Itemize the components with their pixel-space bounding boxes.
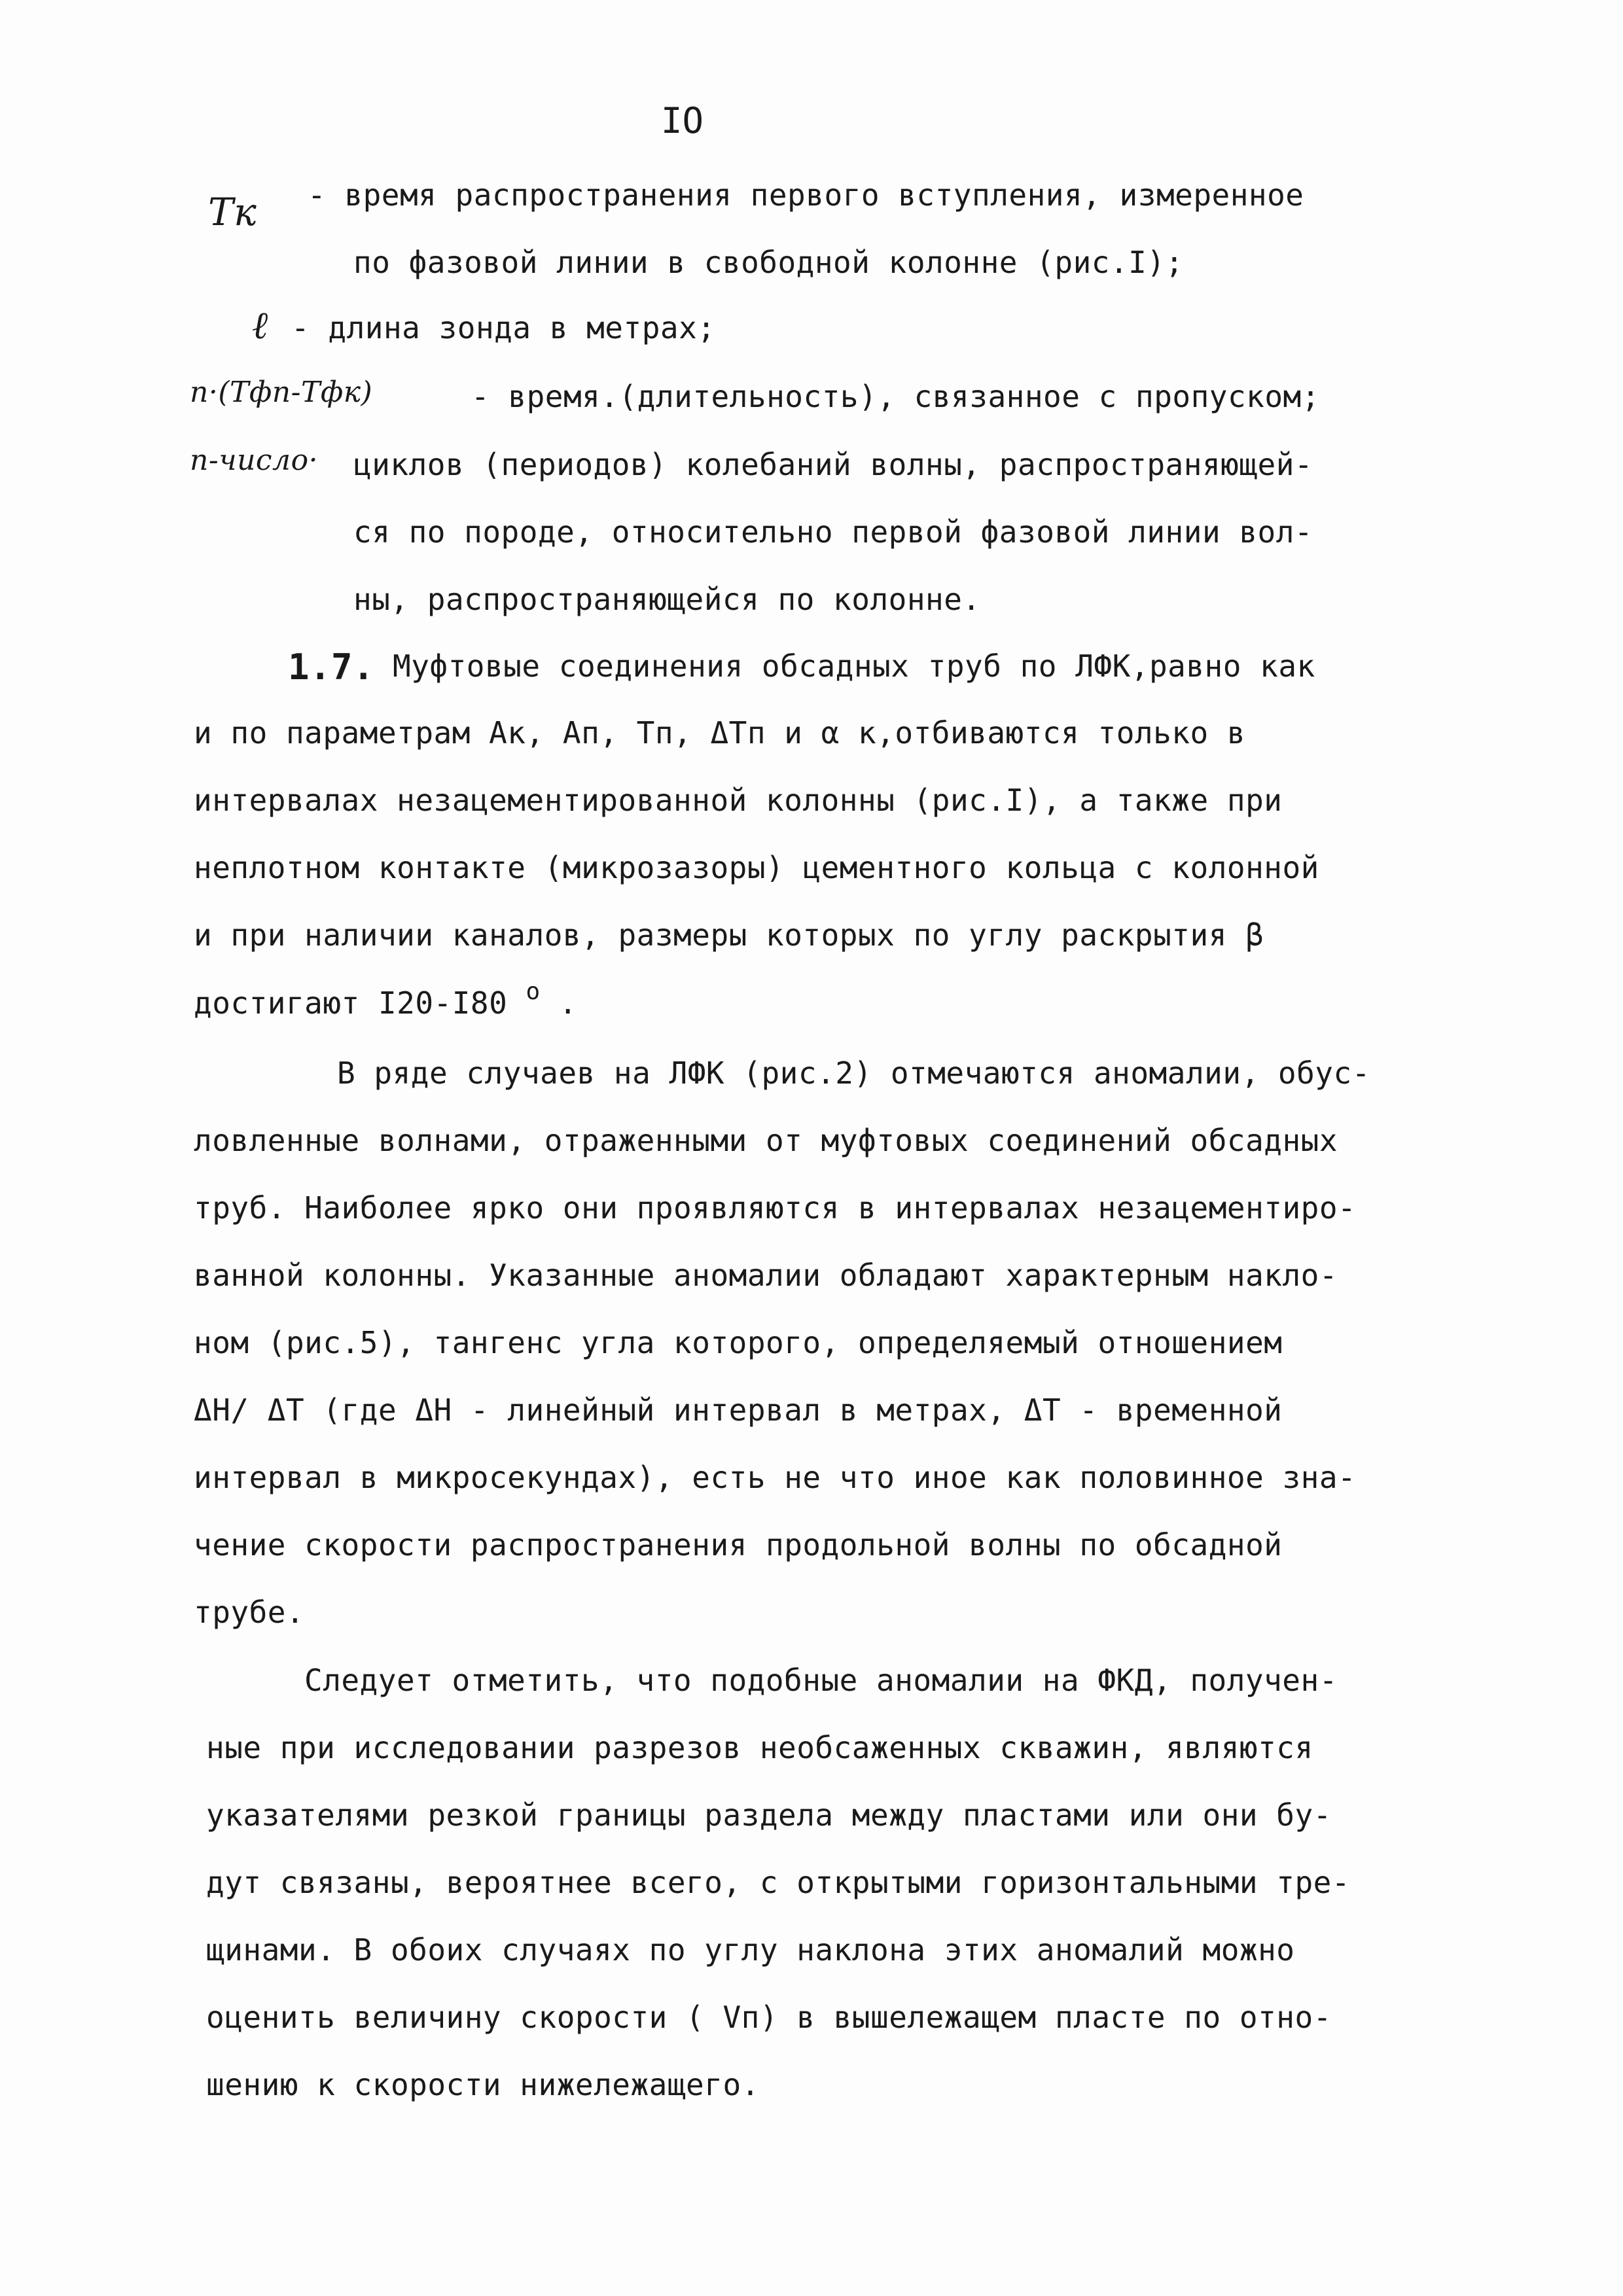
paragraph-line: и при наличии каналов, размеры которых по углу раскрытия β xyxy=(194,917,1264,953)
text: . xyxy=(558,985,578,1021)
degree-symbol: o xyxy=(526,978,541,1005)
definition-line: ны, распространяющейся по колонне. xyxy=(353,582,981,617)
definition-term-n-number: n-число· xyxy=(190,444,319,477)
definition-term-tk: Tк xyxy=(208,190,257,234)
paragraph-line: указателями резкой границы раздела между пластами или они бу- xyxy=(206,1797,1332,1833)
paragraph-line: ные при исследовании разрезов необсаженных скважин, являются xyxy=(206,1730,1313,1765)
page-number: IO xyxy=(661,100,704,141)
paragraph-line: Муфтовые соединения обсадных труб по ЛФК,равно как xyxy=(393,648,1315,684)
paragraph-line: В ряде случаев на ЛФК (рис.2) отмечаются аномалии, обус- xyxy=(337,1055,1370,1091)
paragraph-line: щинами. В обоих случаях по углу наклона этих аномалий можно xyxy=(206,1932,1295,1968)
text: достигают I20-I80 xyxy=(194,985,508,1021)
definition-term-n-tfp-tfk: n·(Tфп-Tфк) xyxy=(190,376,373,409)
paragraph-line: и по параметрам Ак, Ап, Тп, ΔТп и α к,отбиваются только в xyxy=(194,715,1246,751)
paragraph-line: неплотном контакте (микрозазоры) цементного кольца с колонной xyxy=(194,850,1319,885)
paragraph-line: оценить величину скорости ( Vп) в вышележащем пласте по отно- xyxy=(206,2000,1332,2035)
definition-line: циклов (периодов) колебаний волны, распространяющей- xyxy=(353,447,1313,482)
paragraph-line-last xyxy=(194,978,578,1021)
definition-line: ся по породе, относительно первой фазовой линии вол- xyxy=(353,514,1313,550)
paragraph-line: ловленные волнами, отраженными от муфтовых соединений обсадных xyxy=(194,1123,1338,1158)
paragraph-line: труб. Наиболее ярко они проявляются в интервалах незацементиро- xyxy=(194,1190,1357,1226)
definition-line: по фазовой линии в свободной колонне (рис.I); xyxy=(353,245,1184,280)
paragraph-line: трубе. xyxy=(194,1595,305,1630)
paragraph-line: интервал в микросекундах), есть не что иное как половинное зна- xyxy=(194,1460,1357,1495)
definition-line: - время.(длительность), связанное с пропуском; xyxy=(471,379,1320,414)
paragraph-line: Следует отметить, что подобные аномалии на ФКД, получен- xyxy=(304,1663,1338,1698)
definition-line: - длина зонда в метрах; xyxy=(291,310,716,345)
definition-term-l: ℓ xyxy=(252,303,268,347)
paragraph-line: дут связаны, вероятнее всего, с открытыми горизонтальными тре- xyxy=(206,1865,1351,1900)
paragraph-line: ΔН/ ΔТ (где ΔН - линейный интервал в метрах, ΔТ - временной xyxy=(194,1392,1283,1428)
paragraph-line: чение скорости распространения продольной волны по обсадной xyxy=(194,1527,1283,1563)
definition-line: - время распространения первого вступления, измеренное xyxy=(308,177,1304,213)
section-number: 1.7. xyxy=(288,646,375,688)
paragraph-line: ванной колонны. Указанные аномалии обладают характерным накло- xyxy=(194,1258,1338,1293)
paragraph-line: интервалах незацементированной колонны (рис.I), а также при xyxy=(194,783,1283,818)
paragraph-line: ном (рис.5), тангенс угла которого, определяемый отношением xyxy=(194,1325,1283,1360)
paragraph-line: шению к скорости нижележащего. xyxy=(206,2067,760,2102)
